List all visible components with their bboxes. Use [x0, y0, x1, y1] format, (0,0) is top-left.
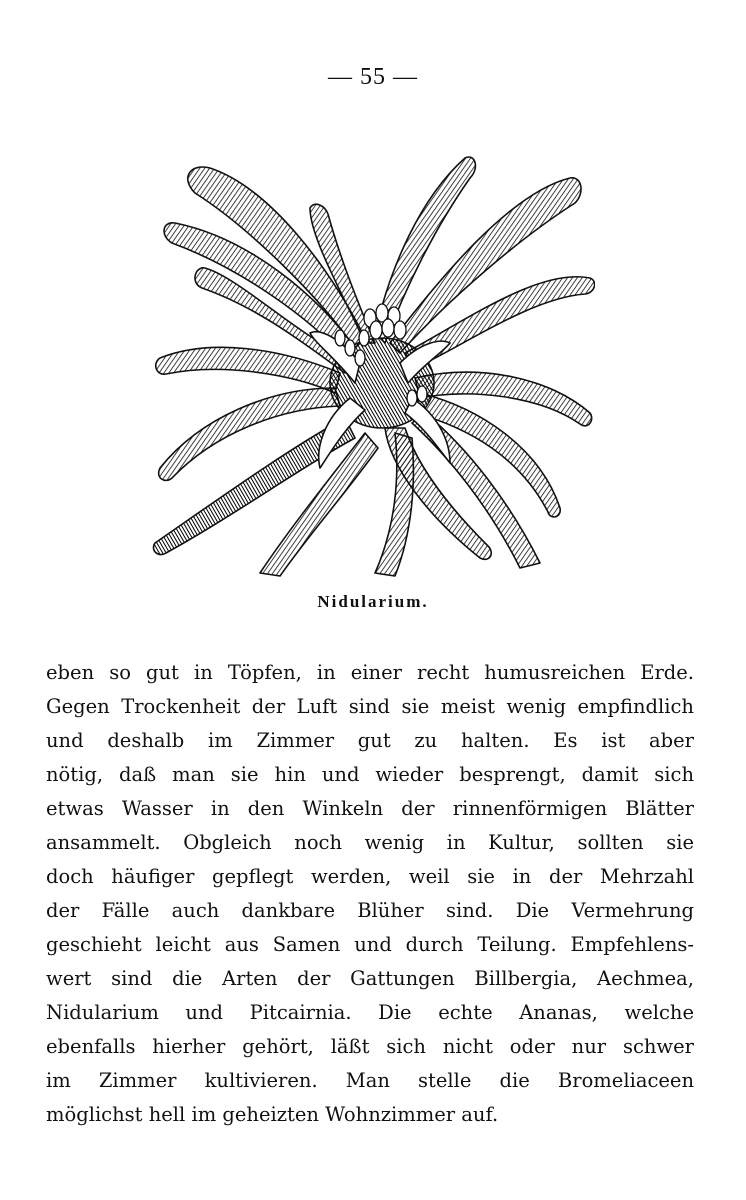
text-line: Gegen Trockenheit der Luft sind sie meist wenig empfindlich — [46, 695, 694, 718]
body-text — [46, 656, 694, 1132]
text-line: nötig, daß man sie hin und wieder besprengt, damit sich — [46, 763, 694, 786]
text-line: im Zimmer kultivieren. Man stelle die Bromeliaceen — [46, 1069, 694, 1092]
text-line: ebenfalls hierher gehört, läßt sich nicht oder nur schwer — [46, 1035, 694, 1058]
text-line: möglichst hell im geheizten Wohnzimmer auf. — [46, 1103, 499, 1126]
text-line: doch häufiger gepflegt werden, weil sie in der Mehrzahl — [46, 865, 694, 888]
text-line: und deshalb im Zimmer gut zu halten. Es ist aber — [46, 729, 694, 752]
bromeliad-plant-illustration — [150, 148, 595, 578]
page-number: — 55 — — [328, 64, 418, 90]
text-line: etwas Wasser in den Winkeln der rinnenförmigen Blätter — [46, 797, 694, 820]
figure-caption: Nidularium. — [317, 592, 429, 611]
text-line: eben so gut in Töpfen, in einer recht humusreichen Erde. — [46, 661, 694, 684]
text-line: der Fälle auch dankbare Blüher sind. Die Vermehrung — [46, 899, 694, 922]
text-line: ansammelt. Obgleich noch wenig in Kultur, sollten sie — [46, 831, 694, 854]
text-line: wert sind die Arten der Gattungen Billbergia, Aechmea, — [46, 967, 694, 990]
text-line: geschieht leicht aus Samen und durch Teilung. Empfehlens- — [46, 933, 694, 956]
text-line: Nidularium und Pitcairnia. Die echte Ananas, welche — [46, 1001, 694, 1024]
